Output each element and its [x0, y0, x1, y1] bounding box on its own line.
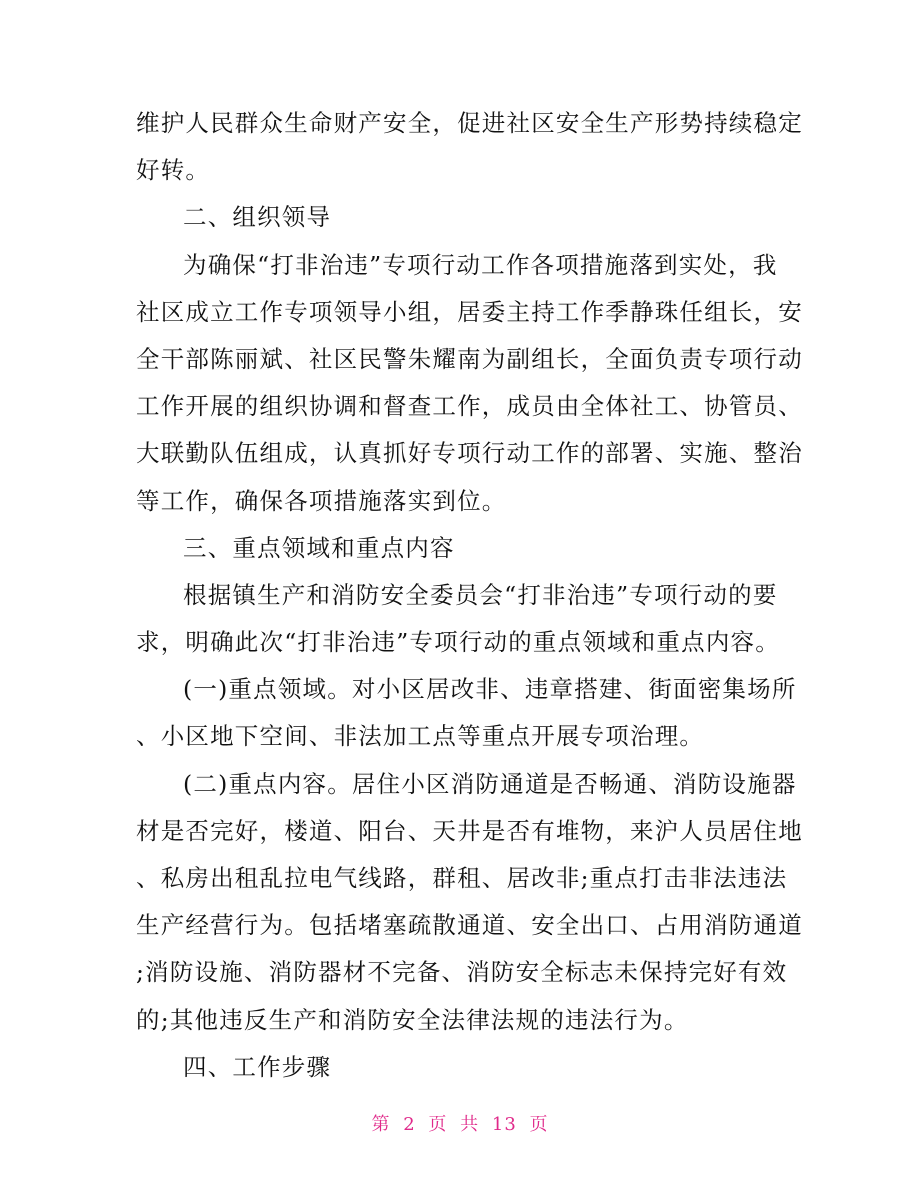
text-line: 、私房出租乱拉电气线路，群租、居改非;重点打击非法违法 — [136, 864, 788, 892]
text-line: 根据镇生产和消防安全委员会“打非治违”专项行动的要 — [183, 580, 778, 609]
text-line: 为确保“打非治违”专项行动工作各项措施落到实处，我 — [183, 250, 778, 279]
footer-label-page-unit: 页 — [428, 1114, 448, 1135]
footer-current-page: 2 — [403, 1114, 416, 1135]
document-body — [136, 100, 803, 1091]
text-line: 维护人民群众生命财产安全，促进社区安全生产形势持续稳定 — [136, 109, 803, 137]
text-line: 大联勤队伍组成，认真抓好专项行动工作的部署、实施、整治 — [136, 439, 803, 468]
text-line: 求，明确此次“打非治违”专项行动的重点领域和重点内容。 — [136, 628, 780, 657]
footer-label-total-unit: 页 — [529, 1114, 549, 1135]
text-line: 全干部陈丽斌、社区民警朱耀南为副组长，全面负责专项行动 — [136, 344, 803, 373]
text-line: 生产经营行为。包括堵塞疏散通道、安全出口、占用消防通道 — [136, 911, 803, 940]
text-line: (一)重点领域。对小区居改非、违章搭建、街面密集场所 — [183, 675, 797, 704]
text-line: 等工作，确保各项措施落实到位。 — [136, 486, 507, 515]
text-line: 四、工作步骤 — [183, 1052, 332, 1081]
text-line: 三、重点领域和重点内容 — [183, 533, 455, 562]
text-line: 材是否完好，楼道、阳台、天井是否有堆物，来沪人员居住地 — [136, 816, 803, 845]
text-line: 工作开展的组织协调和督查工作，成员由全体社工、协管员、 — [136, 392, 803, 421]
text-line: 社区成立工作专项领导小组，居委主持工作季静珠任组长，安 — [136, 297, 803, 326]
footer-label-page: 第 — [371, 1114, 391, 1135]
text-line: 、小区地下空间、非法加工点等重点开展专项治理。 — [136, 722, 705, 751]
text-line: 二、组织领导 — [183, 203, 332, 232]
page-footer — [0, 1110, 920, 1136]
footer-label-total: 共 — [460, 1114, 480, 1135]
text-line: 的;其他违反生产和消防安全法律法规的违法行为。 — [136, 1005, 689, 1034]
text-line: 好转。 — [136, 156, 211, 185]
text-line: (二)重点内容。居住小区消防通道是否畅通、消防设施器 — [183, 769, 797, 798]
text-line: ;消防设施、消防器材不完备、消防安全标志未保持完好有效 — [136, 958, 788, 987]
footer-total-pages: 13 — [491, 1114, 517, 1135]
